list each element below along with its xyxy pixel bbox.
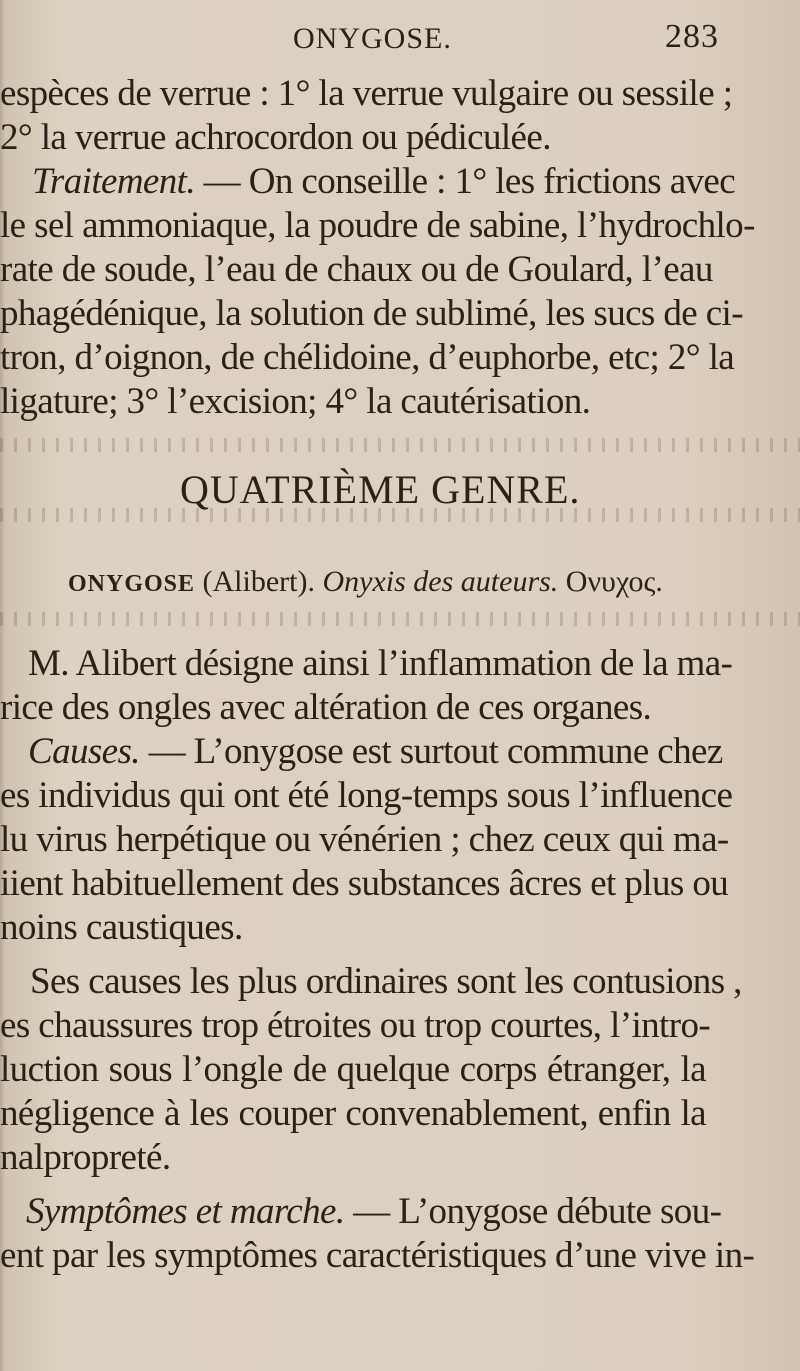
show-through <box>0 438 800 452</box>
symptoms-line <box>26 1190 722 1234</box>
text-line: rate de soude, l’eau de chaux ou de Goulard, l’eau <box>0 249 713 290</box>
text-line: ent par les symptômes caractéristiques d’une vive in- <box>0 1235 755 1276</box>
text: — L’onygose débute sou- <box>353 1191 722 1232</box>
subtitle-greek: Ονυχος. <box>565 565 663 598</box>
text-line: noins caustiques. <box>0 907 243 948</box>
subtitle-author: (Alibert). <box>202 565 315 598</box>
text-line: iient habituellement des substances âcres et plus ou <box>0 863 729 904</box>
text-line: ligature; 3° l’excision; 4° la cautérisation. <box>0 381 591 422</box>
text-line: luction sous l’ongle de quelque corps étranger, la <box>0 1049 706 1090</box>
running-title: ONYGOSE. <box>293 22 452 55</box>
text-line: négligence à les couper convenablement, enfin la <box>0 1093 706 1134</box>
text-line: phagédénique, la solution de sublimé, les sucs de ci- <box>0 293 743 334</box>
text-line: M. Alibert désigne ainsi l’inflammation de la ma- <box>28 643 733 684</box>
text-line: es chaussures trop étroites ou trop courtes, l’intro- <box>0 1005 711 1046</box>
treatment-label: Traitement. <box>32 161 195 202</box>
causes-line <box>28 730 723 774</box>
text-line: 2° la verrue achrocordon ou pédiculée. <box>0 117 551 158</box>
text-line: rice des ongles avec altération de ces organes. <box>0 687 652 728</box>
text-line: lu virus herpétique ou vénérien ; chez ceux qui ma- <box>0 819 729 860</box>
treatment-line <box>32 160 736 204</box>
subtitle-name: ONYGOSE <box>68 571 196 597</box>
symptoms-label: Symptômes et marche. <box>26 1191 345 1232</box>
text-line: nalpropreté. <box>0 1137 171 1178</box>
text-line: es individus qui ont été long-temps sous l’influence <box>0 775 733 816</box>
text: — On conseille : 1° les frictions avec <box>203 161 736 202</box>
causes-label: Causes. <box>28 731 140 772</box>
section-title: QUATRIÈME GENRE. <box>180 467 581 512</box>
subtitle <box>68 565 663 599</box>
text-line: Ses causes les plus ordinaires sont les contusions , <box>30 961 742 1002</box>
text-line: le sel ammoniaque, la poudre de sabine, l’hydrochlo- <box>0 205 755 246</box>
text-line: espèces de verrue : 1° la verrue vulgaire ou sessile ; <box>0 73 733 114</box>
text-line: tron, d’oignon, de chélidoine, d’euphorbe, etc; 2° la <box>0 337 735 378</box>
show-through <box>0 612 800 626</box>
text: — L’onygose est surtout commune chez <box>148 731 723 772</box>
subtitle-synonym: Onyxis des auteurs. <box>322 565 559 598</box>
page-number: 283 <box>665 18 719 55</box>
